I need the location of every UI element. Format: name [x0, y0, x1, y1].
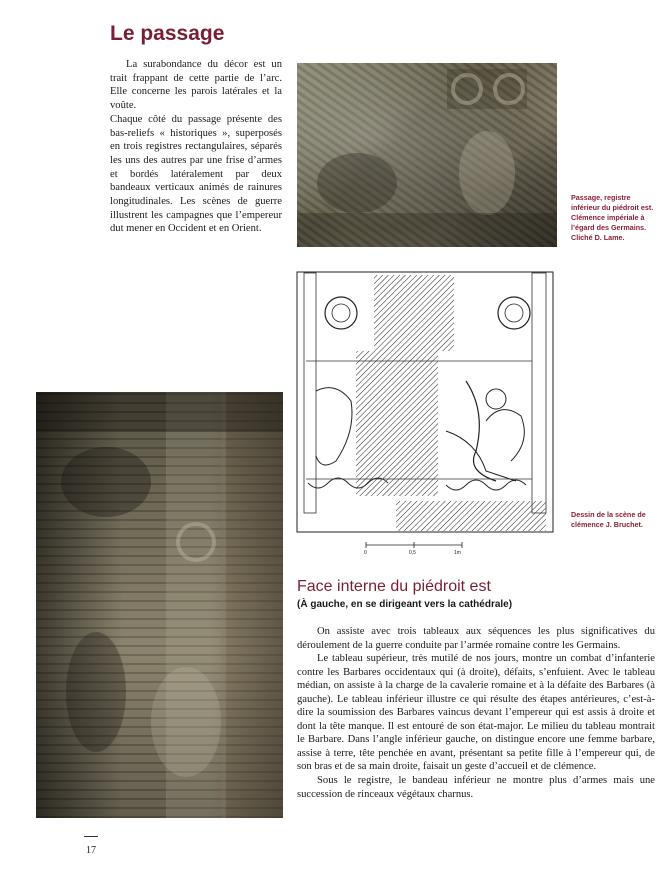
- intro-paragraph: La surabondance du décor est un trait frappant de cette partie de l’arc. Elle concerne les parois latérales et la voûte.: [110, 59, 282, 112]
- scale-bar: [364, 541, 464, 555]
- page-number-rule: [84, 836, 98, 837]
- subsection-title: Face interne du piédroit est: [297, 578, 491, 595]
- relief-photo-left: [36, 392, 283, 818]
- relief-drawing-svg: [296, 271, 554, 533]
- intro-paragraph: Chaque côté du passage présente des bas-reliefs « historiques », superposés en trois registres rectangulaires, séparés les uns des autres par une frise d’armes et bordés latéralement par deux bandeaux verticaux animés de rainures longitudinales. Les scènes de guerre illustrent les campagnes que l’empereur dut mener en Occident et en Orient.: [110, 113, 282, 235]
- body-paragraph: On assiste avec trois tableaux aux séquences les plus significatives du déroulement de la guerre conduite par l’armée romaine contre les Germains.: [297, 626, 655, 651]
- scale-label-start: 0: [364, 550, 367, 555]
- relief-photo-texture: [297, 63, 557, 247]
- scale-bar-svg: [364, 541, 464, 555]
- body-text: [297, 625, 655, 801]
- relief-photo-left-texture: [36, 392, 283, 818]
- scale-label-middle: 0,5: [409, 550, 416, 555]
- page-title: Le passage: [110, 22, 225, 45]
- scale-label-end: 1m: [454, 550, 461, 555]
- body-paragraph: Sous le registre, le bandeau inférieur ne montre plus d’armes mais une succession de rinceaux végétaux charnus.: [297, 775, 655, 800]
- relief-photo-top: [297, 63, 557, 247]
- page-number: 17: [86, 845, 96, 856]
- subsection-subtitle: (À gauche, en se dirigeant vers la cathédrale): [297, 599, 513, 610]
- relief-drawing: [296, 271, 554, 533]
- photo-caption: Passage, registre inférieur du piédroit est. Clémence impériale à l’égard des Germains. Cliché D. Lame.: [571, 193, 654, 242]
- drawing-caption: Dessin de la scène de clémence J. Bruchet.: [571, 510, 646, 529]
- intro-text: [110, 58, 282, 236]
- body-paragraph: Le tableau supérieur, très mutilé de nos jours, montre un combat d’infanterie contre les Barbares occidentaux qui (à droite), défaits, s’enfuient. Avec le tableau médian, on assiste à la charge de la cavalerie romaine et à la défaite des Barbares (à gauche). Le tableau inférieur illustre ce qui résulte des étapes antérieures, c’est-à-dire la soumission des Barbares vaincus devant l’empereur qui est assis à droite et dont la tête manque. Il est entouré de son état-major. Le milieu du tableau montrait le Barbare. Dans l’angle inférieur gauche, on distingue encore une femme barbare, assise à terre, tête penchée en avant, présentant sa petite fille à l’empereur qui, de son bras et de sa main droite, faisait un geste d’accueil et de clémence.: [297, 653, 655, 773]
